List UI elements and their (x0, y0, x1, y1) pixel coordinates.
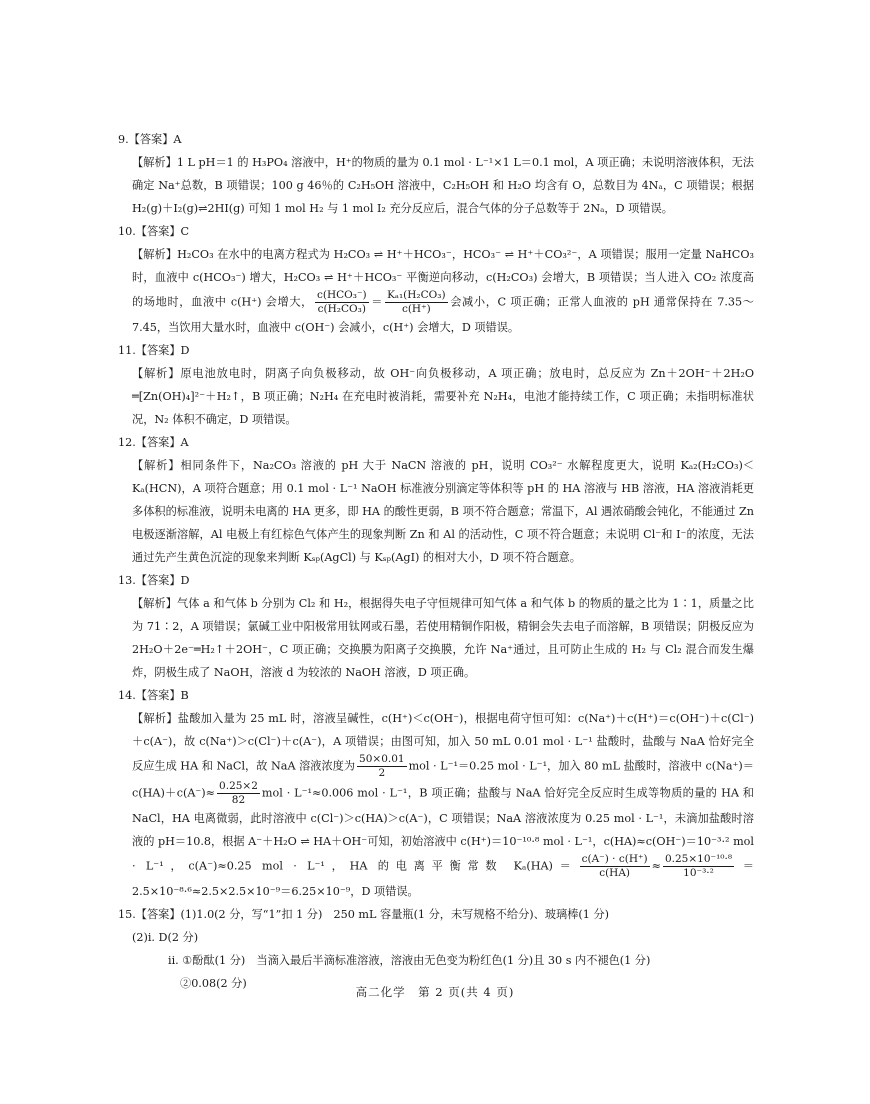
q14-f3-numerator: c(A⁻) · c(H⁺) (581, 853, 648, 865)
q14-explanation (132, 707, 754, 903)
q10-frac1-numerator: c(HCO₃⁻) (316, 289, 367, 301)
q14-f1-denominator: 2 (378, 767, 386, 779)
q10-frac2-numerator: Kₐ₁(H₂CO₃) (387, 289, 446, 301)
q10-exp-b: 会减小，C 项正确；正常人血液的 pH 通常保持在 7.35～7.45，当饮用大量水时，血液中 c(OH⁻) 会减小，c(H⁺) 会增大，D 项错误。 (132, 295, 754, 334)
q12-explanation: 【解析】相同条件下，Na₂CO₃ 溶液的 pH 大于 NaCN 溶液的 pH，说明 CO₃²⁻ 水解程度更大，说明 Kₐ₂(H₂CO₃)＜Kₐ(HCN)，A 项符合题意；用 0.1 mol · L⁻¹ NaOH 标准液分别滴定等体积等 pH 的 HA 溶液与 HB 溶液，HA 溶液消耗更多体积的标准液，说明未电离的 HA 更多，即 HA 的酸性更弱，B 项不符合题意；常温下，Al 遇浓硝酸会钝化，不能通过 Zn 电极逐渐溶解，Al 电极上有红棕色气体产生的现象判断 Zn 和 Al 的活动性，C 项不符合题意；未说明 Cl⁻和 I⁻的浓度，无法通过先产生黄色沉淀的现象来判断 Kₛₚ(AgCl) 与 Kₛₚ(AgI) 的相对大小，D 项不符合题意。 (132, 459, 754, 564)
q10-explanation (132, 243, 754, 339)
q13-answer: 13.【答案】D (118, 574, 190, 587)
q10-frac1-denominator: c(H₂CO₃) (317, 303, 366, 315)
q14-f3-denominator: c(HA) (599, 867, 631, 879)
q10-exp-a: 【解析】H₂CO₃ 在水中的电离方程式为 H₂CO₃ ⇌ H⁺＋HCO₃⁻，HCO₃⁻ ⇌ H⁺＋CO₃²⁻，A 项错误；服用一定量 NaHCO₃ 时，血液中 c(HCO₃⁻) 增大，H₂CO₃ ⇌ H⁺＋HCO₃⁻ 平衡逆向移动，c(H₂CO₃) 会增大，B 项错误；当人进入 CO₂ 浓度高的场地时，血液中 c(H⁺) 会增大， (132, 248, 754, 309)
q15-answer: 15.【答案】(1)1.0(2 分，写“1”扣 1 分) 250 mL 容量瓶(1 分，未写规格不给分)、玻璃棒(1 分) (118, 908, 609, 921)
q10-equals: ＝ (370, 295, 384, 309)
q10-fraction-2 (385, 289, 448, 316)
q14-f4-numerator: 0.25×10⁻¹⁰·⁸ (664, 853, 733, 865)
q14-approx: ≈ (651, 859, 661, 873)
q10-fraction-1 (315, 289, 369, 316)
q11-answer: 11.【答案】D (118, 344, 190, 357)
q11-explanation: 【解析】原电池放电时，阴离子向负极移动，故 OH⁻向负极移动，A 项正确；放电时，总反应为 Zn＋2OH⁻＋2H₂O ═[Zn(OH)₄]²⁻＋H₂↑，B 项正确；N₂H₄ 在充电时被消耗，需要补充 N₂H₄，电池才能持续工作，C 项正确；未指明标准状况，N₂ 体积不确定，D 项错误。 (132, 367, 754, 426)
q12-answer: 12.【答案】A (118, 436, 189, 449)
q14-fraction-1 (357, 753, 407, 780)
answer-key-content (118, 128, 754, 995)
q9-explanation: 【解析】1 L pH＝1 的 H₃PO₄ 溶液中，H⁺的物质的量为 0.1 mol · L⁻¹×1 L＝0.1 mol，A 项正确；未说明溶液体积，无法确定 Na⁺总数，B 项错误；100 g 46％的 C₂H₅OH 溶液中，C₂H₅OH 和 H₂O 均含有 O，总数目为 4Nₐ，C 项错误；根据 H₂(g)＋I₂(g)⇌2HI(g) 可知 1 mol H₂ 与 1 mol I₂ 充分反应后，混合气体的分子总数等于 2Nₐ，D 项错误。 (132, 156, 754, 215)
q15-part-2-ii: ii. ①酚酞(1 分) 当滴入最后半滴标准溶液，溶液由无色变为粉红色(1 分)且 30 s 内不褪色(1 分) (168, 954, 651, 967)
q14-fraction-4 (663, 853, 734, 880)
q14-exp-d: ＝2.5×10⁻⁸·⁶≈2.5×2.5×10⁻⁹＝6.25×10⁻⁹，D 项错误。 (132, 859, 754, 898)
q14-exp-a: 【解析】盐酸加入量为 25 mL 时，溶液呈碱性，c(H⁺)＜c(OH⁻)，根据电荷守恒可知：c(Na⁺)＋c(H⁺)＝c(OH⁻)＋c(Cl⁻)＋c(A⁻)，故 c(Na⁺)＞c(Cl⁻)＋c(A⁻)，A 项错误；由图可知，加入 50 mL 0.01 mol · L⁻¹ 盐酸时，盐酸与 NaA 恰好完全反应生成 HA 和 NaCl，故 NaA 溶液浓度为 (132, 712, 754, 773)
q13-explanation: 【解析】气体 a 和气体 b 分别为 Cl₂ 和 H₂，根据得失电子守恒规律可知气体 a 和气体 b 的物质的量之比为 1∶1，质量之比为 71∶2，A 项错误；氯碱工业中阳极常用钛网或石墨，若使用精铜作阳极，精铜会失去电子而溶解，B 项错误；阴极反应为 2H₂O＋2e⁻═H₂↑＋2OH⁻，C 项正确；交换膜为阳离子交换膜，允许 Na⁺通过，且可防止生成的 H₂ 与 Cl₂ 混合而发生爆炸，阴极生成了 NaOH，溶液 d 为较浓的 NaOH 溶液，D 项正确。 (132, 597, 754, 679)
page-footer: 高二化学 第 2 页(共 4 页) (355, 985, 515, 999)
q15-part-2: (2)i. D(2 分) (132, 931, 199, 944)
q14-f2-denominator: 82 (231, 794, 246, 806)
q14-exp-c: mol · L⁻¹≈0.006 mol · L⁻¹，B 项正确；盐酸与 NaA 恰好完全反应时生成等物质的量的 HA 和 NaCl，HA 电离微弱，此时溶液中 c(Cl⁻)＞c(HA)＞c(A⁻)，C 项错误；NaA 溶液浓度为 0.25 mol · L⁻¹，未滴加盐酸时溶液的 pH＝10.8，根据 A⁻＋H₂O ⇌ HA＋OH⁻可知，初始溶液中 c(H⁺)＝10⁻¹⁰·⁸ mol · L⁻¹，c(HA)≈c(OH⁻)＝10⁻³·² mol · L⁻¹，c(A⁻)≈0.25 mol · L⁻¹，HA 的电离平衡常数 Kₐ(HA)＝ (132, 786, 754, 873)
q14-f2-numerator: 0.25×2 (219, 780, 258, 792)
q14-f1-numerator: 50×0.01 (359, 753, 405, 765)
q14-f4-denominator: 10⁻³·² (683, 867, 714, 879)
q14-exp-b: mol · L⁻¹＝0.25 mol · L⁻¹，加入 80 mL 盐酸时，溶液中 c(Na⁺)＝c(HA)＋c(A⁻)≈ (132, 759, 754, 800)
q14-fraction-3 (580, 853, 650, 880)
q9-answer: 9.【答案】A (118, 133, 182, 146)
q14-fraction-2 (217, 780, 260, 807)
q10-answer: 10.【答案】C (118, 225, 190, 238)
q10-frac2-denominator: c(H⁺) (401, 303, 431, 315)
q14-answer: 14.【答案】B (118, 689, 189, 702)
q15-part-2-ii-2: ②0.08(2 分) (180, 977, 247, 990)
